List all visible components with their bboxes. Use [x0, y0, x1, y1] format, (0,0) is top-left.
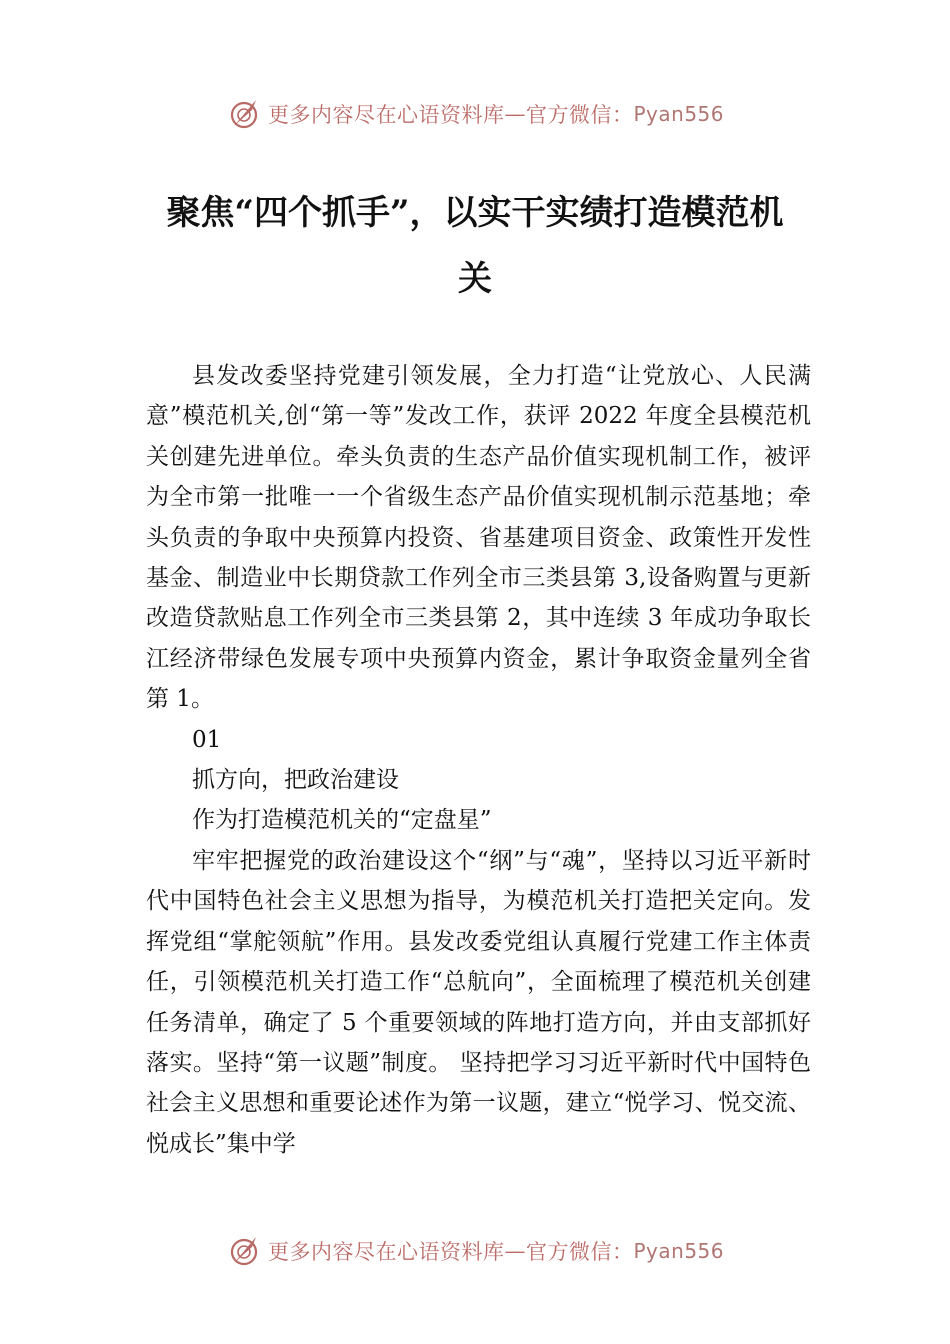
watermark-site: 更多内容尽在心语资料库: [267, 1240, 505, 1264]
section-number: 01: [192, 726, 222, 753]
watermark-wechat-label: 官方微信：: [525, 103, 634, 127]
quill-logo-icon: [226, 96, 262, 132]
watermark-wechat-label: 官方微信：: [525, 1240, 634, 1264]
watermark-separator: —: [504, 102, 526, 126]
paragraph-section-body: 牢牢把握党的政治建设这个“纲”与“魂”，坚持以习近平新时代中国特色社会主义思想为指导，为模范机关打造把关定向。发挥党组“掌舵领航”作用。县发改委党组认真履行党建工作主体责任，引领模范机关打造工作“总航向”，全面梳理了模范机关创建任务清单，确定了 5 个重要领域的阵地打造方向，并由支部抓好落实。坚持“第一议题”制度。 坚持把学习习近平新时代中国特色社会主义思想和重要论述作为第一议题，建立“悦学习、悦交流、悦成长”集中学: [146, 847, 811, 1157]
section-heading-line-1: 抓方向，把政治建设: [192, 767, 399, 794]
watermark-site: 更多内容尽在心语资料库: [267, 103, 505, 127]
title-line-1: 聚焦“四个抓手”，以实干实绩打造模范机: [166, 193, 784, 233]
watermark-wechat-id: Pyan556: [633, 102, 724, 126]
paragraph-intro: 县发改委坚持党建引领发展，全力打造“让党放心、人民满意”模范机关,创“第一等”发改工作，获评 2022 年度全县模范机关创建先进单位。牵头负责的生态产品价值实现机制工作，被评为全市第一批唯一一个省级生态产品价值实现机制示范基地；牵头负责的争取中央预算内投资、省基建项目资金、政策性开发性基金、制造业中长期贷款工作列全市三类县第 3,设备购置与更新改造贷款贴息工作列全市三类县第 2，其中连续 3 年成功争取长江经济带绿色发展专项中央预算内资金，累计争取资金量列全省第 1。: [146, 363, 811, 713]
section-heading-line-2: 作为打造模范机关的“定盘星”: [192, 807, 492, 834]
watermark-wechat-id: Pyan556: [633, 1239, 724, 1263]
footer-watermark: [0, 1231, 950, 1271]
document-body: [146, 356, 811, 1164]
document-title: [130, 180, 820, 312]
header-watermark: [0, 94, 950, 134]
quill-logo-icon: [226, 1233, 262, 1269]
title-line-2: 关: [458, 259, 492, 299]
watermark-separator: —: [504, 1239, 526, 1263]
